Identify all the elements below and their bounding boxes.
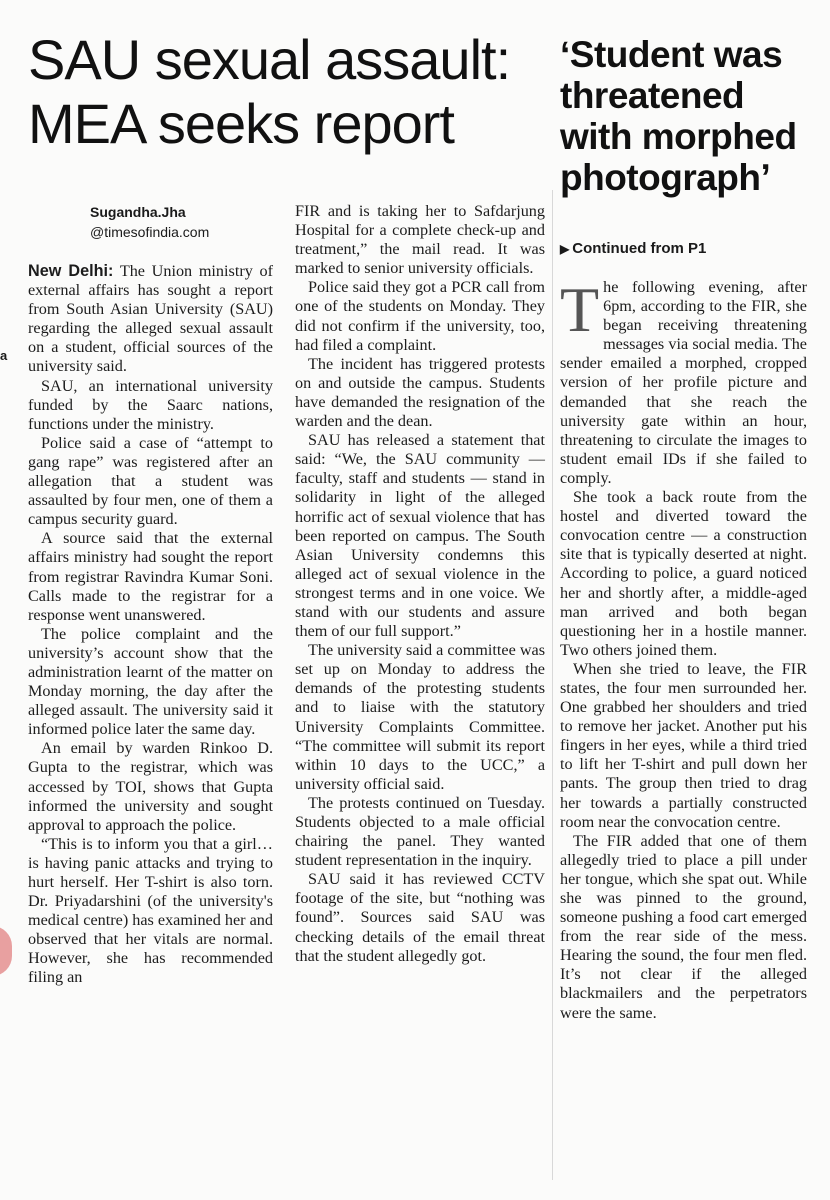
triangle-right-icon: ▶ bbox=[560, 242, 570, 256]
article-paragraph: SAU said it has reviewed CCTV footage of the site, but “nothing was found”. Sources said SAU was checking details of the email threat that the student allegedly got. bbox=[295, 870, 545, 965]
article-paragraph: Police said they got a PCR call from one of the students on Monday. They did not confirm if the university, too, had filed a complaint. bbox=[295, 278, 545, 354]
article-paragraph bbox=[560, 274, 807, 488]
side-headline bbox=[560, 34, 825, 198]
article-paragraph: “This is to inform you that a girl… is having panic attacks and trying to hurt herself. Her T-shirt is also torn. Dr. Priyadarshini (of the university's medical centre) has examined her and observed that her vitals are normal. However, she has recommended filing an bbox=[28, 834, 273, 987]
dateline: New Delhi: bbox=[28, 262, 114, 280]
drop-cap: T bbox=[560, 274, 600, 345]
side-headline-line: with morphed bbox=[560, 116, 797, 157]
edge-fragment: a bbox=[0, 348, 8, 363]
byline-handle: @timesofindia.com bbox=[90, 224, 210, 240]
article-paragraph: The police complaint and the university’s account show that the administration learnt of the matter on Monday morning, the day after the alleged assault. The university said it informed police later the same day. bbox=[28, 624, 273, 739]
edge-color-mark bbox=[0, 926, 12, 976]
main-headline-line: SAU sexual assault: bbox=[28, 28, 511, 91]
article-paragraph: An email by warden Rinkoo D. Gupta to the registrar, which was accessed by TOI, shows that Gupta informed the university and sought approval to approach the police. bbox=[28, 739, 273, 834]
main-headline-line: MEA seeks report bbox=[28, 92, 454, 155]
article-paragraph: The protests continued on Tuesday. Students objected to a male official chairing the panel. They wanted student representation in the inquiry. bbox=[295, 793, 545, 870]
main-headline bbox=[28, 28, 548, 156]
side-article-column bbox=[560, 274, 807, 1023]
continued-label bbox=[560, 240, 825, 257]
article-paragraph: When she tried to leave, the FIR states, the four men surrounded her. One grabbed her shoulders and tried to remove her jacket. Another put his fingers in her eyes, while a third tried to lift her T-shirt and pull down her pants. The group then tried to drag her towards a partially constructed room near the convocation centre. bbox=[560, 659, 807, 831]
side-headline-line: threatened bbox=[560, 75, 745, 116]
byline bbox=[90, 202, 280, 242]
article-paragraph: Police said a case of “attempt to gang rape” was registered after an allegation that a student was assaulted by four men, one of them a campus security guard. bbox=[28, 433, 273, 529]
continued-text: Continued from P1 bbox=[572, 240, 707, 257]
column-rule bbox=[552, 190, 553, 1180]
side-headline-line: photograph’ bbox=[560, 157, 771, 198]
article-paragraph: SAU, an international university funded by the Saarc nations, functions under the ministry. bbox=[28, 376, 273, 433]
article-paragraph: The university said a committee was set up on Monday to address the demands of the protesting students and to liaise with the statutory University Complaints Committee. “The committee will submit its report within 10 days to the UCC,” a university official said. bbox=[295, 641, 545, 793]
article-paragraph: The incident has triggered protests on and outside the campus. Students have demanded the resignation of the warden and the dean. bbox=[295, 354, 545, 431]
article-paragraph bbox=[28, 262, 273, 377]
paragraph-text: The Union ministry of external affairs has sought a report from South Asian University (SAU) regarding the alleged sexual assault on a student, official sources of the university said. bbox=[28, 262, 273, 376]
article-paragraph: The FIR added that one of them allegedly tried to place a pill under her tongue, which she spat out. While she was pinned to the ground, someone pushing a food cart emerged from the rear side of the mess. Hearing the sound, the four men fled. It’s not clear if the alleged blackmailers and the perpetrators were the same. bbox=[560, 831, 807, 1022]
article-paragraph: She took a back route from the hostel and diverted toward the convocation centre — a construction site that is typically deserted at night. According to police, a guard noticed her and shortly after, a middle-aged man arrived and both began questioning her in a hostile manner. Two others joined them. bbox=[560, 488, 807, 659]
main-article-column-2 bbox=[295, 202, 545, 966]
byline-name: Sugandha.Jha bbox=[90, 204, 186, 220]
article-paragraph: FIR and is taking her to Safdarjung Hospital for a complete check-up and treatment,” the mail read. It was marked to senior university officials. bbox=[295, 202, 545, 278]
article-paragraph: A source said that the external affairs ministry had sought the report from registrar Ravindra Kumar Soni. Calls made to the registrar for a response went unanswered. bbox=[28, 529, 273, 624]
article-paragraph: SAU has released a statement that said: “We, the SAU community — faculty, staff and students — stand in solidarity in light of the alleged horrific act of sexual violence that has been reported on campus. The South Asian University condemns this alleged act of sexual violence in the strongest terms and in one voice. We stand with our students and assure them of our full support.” bbox=[295, 431, 545, 641]
side-headline-line: ‘Student was bbox=[560, 34, 783, 75]
main-article-column-1 bbox=[28, 262, 273, 988]
paragraph-text: he following evening, after 6pm, according to the FIR, she began receiving threatening messages via social media. The sender emailed a morphed, cropped version of her profile picture and demanded that she reach the university gate within an hour, threatening to circulate the images to student email IDs if she failed to comply. bbox=[560, 278, 807, 487]
